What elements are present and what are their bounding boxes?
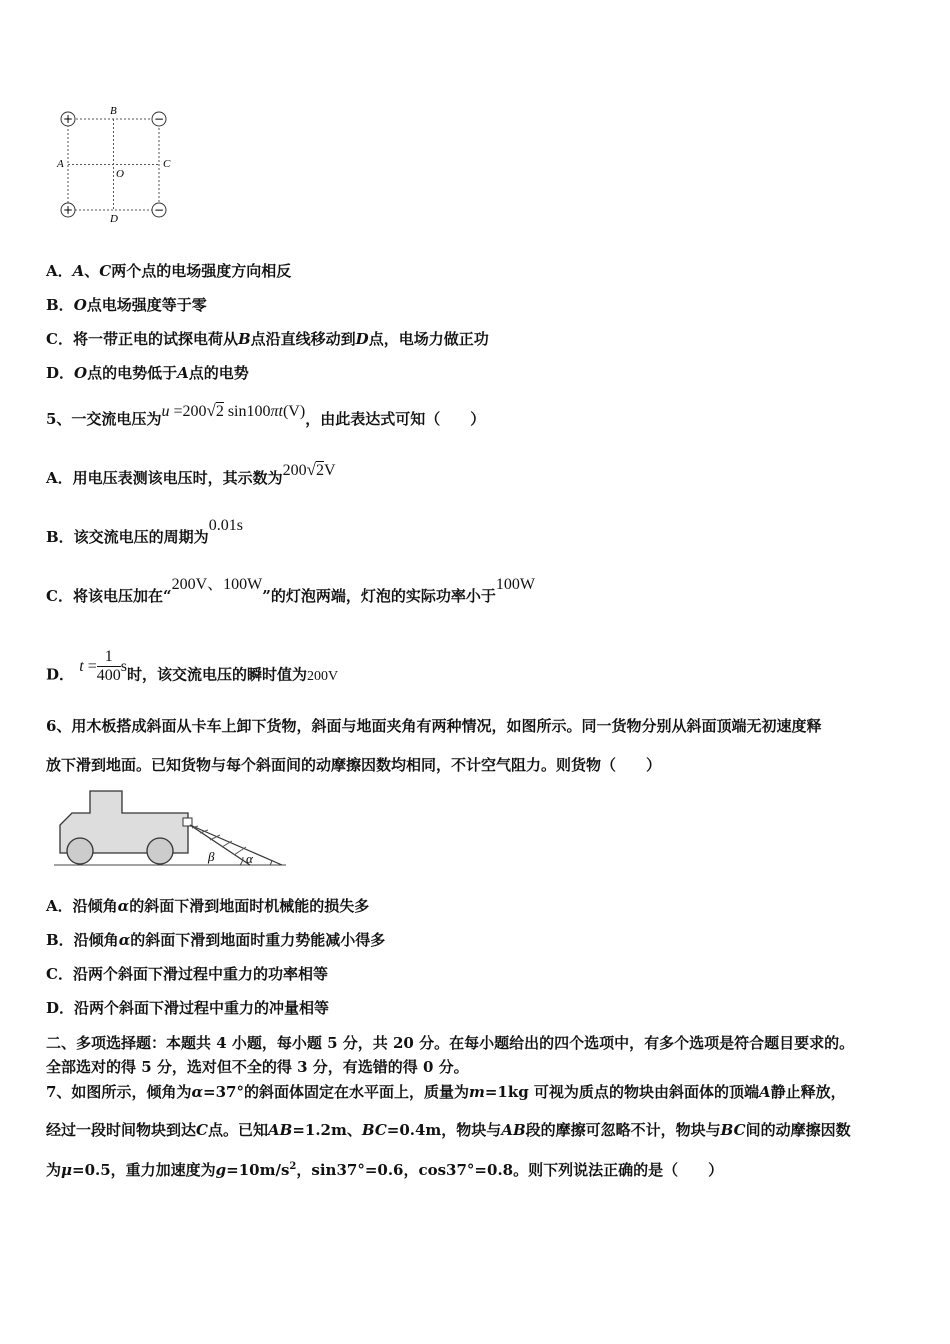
label-o: O [116,168,124,180]
q6-option-a: A．沿倾角α的斜面下滑到地面时机械能的损失多 [46,897,370,915]
q4-option-c: C．将一带正电的试探电荷从B点沿直线移动到D点，电场力做正功 [46,330,489,348]
q7-stem-line1: 7、如图所示，倾角为α=37°的斜面体固定在水平面上，质量为m=1kg 可视为质点的物块由斜面体的顶端A静止释放， [46,1083,846,1101]
q5-option-a: A．用电压表测该电压时，其示数为200√2V [46,460,336,487]
q6-stem-line2: 放下滑到地面。已知货物与每个斜面间的动摩擦因数均相同，不计空气阻力。则货物（ ） [46,756,662,774]
section2-heading-line1: 二、多项选择题：本题共 4 小题，每小题 5 分，共 20 分。在每小题给出的四个选项中，有多个选项是符合题目要求的。 [46,1034,855,1052]
label-b: B [110,105,117,117]
q6-stem-line1: 6、用木板搭成斜面从卡车上卸下货物，斜面与地面夹角有两种情况，如图所示。同一货物分别从斜面顶端无初速度释 [46,717,822,735]
section2-heading-line2: 全部选对的得 5 分，选对但不全的得 3 分，有选错的得 0 分。 [46,1058,469,1076]
plus-sign-bl: + [62,203,74,217]
label-c: C [163,158,171,170]
truck-rear-wheel [147,838,173,864]
shallow-ramp [190,825,282,865]
q6-option-c: C．沿两个斜面下滑过程中重力的功率相等 [46,965,328,983]
minus-sign-br: − [153,203,165,217]
steep-ramp [190,825,250,865]
q4-option-b: B．O点电场强度等于零 [46,296,207,314]
ramp-hatch-4 [222,841,232,847]
truck-ramp-figure [50,785,290,875]
q5-option-d: D． t = $\frac{1}{400}$ s时，该交流电压的瞬时值为200V [46,648,339,684]
label-d: D [110,213,118,225]
q6-option-d: D．沿两个斜面下滑过程中重力的冲量相等 [46,999,330,1017]
q7-stem-line2: 经过一段时间物块到达C点。已知AB=1.2m、BC=0.4m，物块与AB段的摩擦可忽略不计，物块与BC间的动摩擦因数 [46,1121,851,1139]
q6-option-b: B．沿倾角α的斜面下滑到地面时重力势能减小得多 [46,931,386,949]
q5-option-c: C．将该电压加在“200V、100W”的灯泡两端，灯泡的实际功率小于100W [46,576,535,605]
q4-option-a: A．A、C两个点的电场强度方向相反 [46,262,292,280]
q7-stem-line3: 为μ=0.5，重力加速度为$g=10m/s^2$，sin37°=0.6，cos37°=0.8。则下列说法正确的是（ ） [46,1161,724,1179]
q5-stem: 5、一交流电压为u =200√2 sin100πt(V)，由此表达式可知（ ） [46,401,486,428]
q4-option-d: D．O点的电势低于A点的电势 [46,364,249,382]
plus-sign-tl: + [62,112,74,126]
label-a: A [57,158,64,170]
truck-front-wheel [67,838,93,864]
beta-label: β [208,849,215,864]
ramp-hatch-5 [234,847,246,855]
minus-sign-tr: − [153,112,165,126]
alpha-label: α [246,851,253,866]
charge-square-figure [50,100,185,230]
q5-option-b: B．该交流电压的周期为0.01s [46,517,243,546]
